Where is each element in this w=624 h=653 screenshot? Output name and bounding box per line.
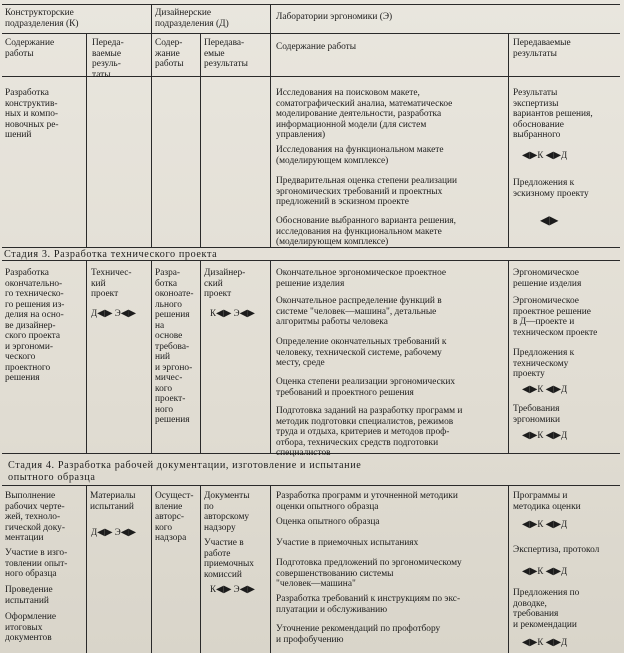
stage2-e-result: Результаты экспертизы вариантов решения, обоснование выбранного [513,88,593,141]
double-arrow-icon: ◀▶ [545,430,562,441]
stage4-e-item: Оценка опытного образца [276,517,380,527]
col-divider-1-s3 [86,260,87,453]
stage3-e-item: Подготовка заданий на разработку программ и методик подготовки специалистов, режимов труда и отдыха, критериев и методов проф- отбора, технических средств подготовки специалистов [276,406,463,459]
header-e-content: Содержание работы [276,42,357,52]
col-divider-2-s3 [151,260,152,453]
col-divider-2 [151,4,152,247]
transfer-arrow-k-d: ◀▶К ◀▶Д [522,150,568,161]
col-divider-4 [270,4,271,247]
transfer-arrow-k-d: ◀▶К ◀▶Д [522,637,568,648]
stage4-top-rule [2,485,620,486]
double-arrow-icon: ◀▶ [97,308,113,319]
header-split-rule [2,33,620,34]
stage4-k-item: Участие в изго- товлении опыт- ного образца [5,548,68,580]
header-e-results: Передаваемые результаты [513,38,571,59]
stage3-title: Стадия 3. Разработка технического проекта [4,249,218,260]
stage4-e-item: Разработка требований к инструкциям по экс- плуатации и обслуживанию [276,594,461,615]
stage3-d-content: Разра- ботка оконоате- льного решения на основе требова- ний и эргоно- мичес- кого проект- ного решения [155,268,194,426]
stage3-e-item: Окончательное распределение функций в системе "человек—машина", детальные алгоритмы работы человека [276,296,442,328]
stage2-e-item: Исследования на функциональном макете (моделирующем комплексе) [276,145,444,166]
double-arrow-icon: ◀▶ [540,213,559,227]
header-k-content: Содержание работы [5,38,55,59]
header-k-results: Переда- ваемые резуль- таты [92,38,124,80]
stage3-e-result: Требования эргономики [513,404,561,425]
stage3-e-item: Окончательное эргономическое проектное решение изделия [276,268,447,289]
stage3-e-result: Предложения к техническому проекту [513,348,575,380]
stage4-e-result: Экспертиза, протокол [513,545,600,555]
stage4-k-results: Материалы испытаний [90,491,136,512]
double-arrow-icon: ◀▶ [216,308,232,319]
transfer-arrow-k-d: ◀▶К ◀▶Д [522,430,568,441]
header-e: Лаборатории эргономики (Э) [276,12,393,22]
double-arrow-icon: ◀▶ [522,519,538,530]
col-divider-3-s4 [200,485,201,653]
double-arrow-icon: ◀▶ [545,566,562,577]
stage2-e-item: Исследования на поисковом макете, соматографический аналиа, математическое моделирование деятельности, разработка информационной модели (для систем управления) [276,88,453,141]
transfer-arrow-d-e: Д◀▶ Э◀▶ [91,527,137,538]
header-k: Конструкторские подразделения (К) [5,8,79,29]
stage4-d-content: Осущест- вление авторс- кого надзора [155,491,194,544]
double-arrow-icon: ◀▶ [545,637,562,648]
double-arrow-icon: ◀▶ [545,384,562,395]
header-d-content: Содер- жание работы [155,38,184,70]
transfer-arrow-k-d: ◀▶К ◀▶Д [522,566,568,577]
col-divider-5 [508,33,509,247]
stage3-k-results: Техничес- кий проект [91,268,132,300]
stage2-e-result: Предложения к эскизному проекту [513,178,589,199]
stage4-k-item: Оформление итоговых документов [5,612,57,644]
double-arrow-icon: ◀▶ [522,384,538,395]
double-arrow-icon: ◀▶ [239,584,255,595]
double-arrow-icon: ◀▶ [120,527,137,538]
col-divider-1-s4 [86,485,87,653]
col-divider-5-s4 [508,485,509,653]
double-arrow-icon: ◀▶ [97,527,113,538]
stage2-e-item: Предварительная оценка степени реализации эргономических требований и проектных предложений в эскизном проекте [276,176,458,208]
double-arrow-icon: ◀▶ [522,430,538,441]
double-arrow-icon: ◀▶ [522,637,538,648]
stage3-e-result: Эргономическое проектное решение в Д—проекте и техническом проекте [513,296,598,338]
double-arrow-icon: ◀▶ [239,308,255,319]
stage4-e-item: Разработка программ и уточненной методики оценки опытного образца [276,491,458,512]
stage4-e-result: Предложения по доводке, требования и рекомендации [513,588,580,630]
col-divider-4-s4 [270,485,271,653]
stage4-d-result: Участие в работе приемочных комиссий [204,538,254,580]
transfer-arrow-d-e: Д◀▶ Э◀▶ [91,308,137,319]
stage4-e-item: Участие в приемочных испытаниях [276,538,419,548]
stage4-title: Стадия 4. Разработка рабочей документации, изготовление и испытание опытного образца [8,460,362,483]
double-arrow-icon: ◀▶ [545,150,562,161]
double-arrow-icon: ◀▶ [522,150,538,161]
transfer-arrow-k-d: ◀▶К ◀▶Д [522,519,568,530]
double-arrow-icon: ◀▶ [522,566,538,577]
stage4-k-item: Проведение испытаний [5,585,53,606]
col-divider-1 [86,33,87,247]
col-divider-3-s3 [200,260,201,453]
transfer-arrow-k-d: ◀▶К ◀▶Д [522,384,568,395]
stage2-k-content: Разработка конструктив- ных и компо- новочных ре- шений [5,88,59,141]
double-arrow-icon: ◀▶ [545,519,562,530]
col-divider-4-s3 [270,260,271,453]
stage2-e-item: Обоснование выбранного варианта решения, исследования на функциональном макете (моделирующем комплексе) [276,216,457,248]
stage3-e-item: Оценка степени реализации эргономических требований и проектного решения [276,377,456,398]
stage4-e-item: Подготовка предложений по эргономическому совершенствованию системы "человек—машина" [276,558,462,590]
stage4-d-result: Документы по авторскому надзору [204,491,250,533]
double-arrow-icon: ◀▶ [216,584,232,595]
stage4-e-result: Программы и методика оценки [513,491,581,512]
double-arrow-icon: ◀▶ [120,308,137,319]
col-divider-2-s4 [151,485,152,653]
stage3-k-content: Разработка окончательно- го техническо- го решения из- делия на осно- ве дизайнер- ского проекта и эргономи- ческого проектного решения [5,268,65,384]
table-top-rule [2,4,620,5]
header-d: Дизайнерские подразделения (Д) [155,8,229,29]
header-d-results: Передава- емые результаты [204,38,248,70]
col-divider-5-s3 [508,260,509,453]
col-divider-3 [200,33,201,247]
stage3-d-results: Дизайнер- ский проект [204,268,246,300]
stage3-e-result: Эргономическое решение изделия [513,268,582,289]
stage4-e-item: Уточнение рекомендаций по профотбору и профобучению [276,624,441,645]
transfer-arrow-k-e: К◀▶ Э◀▶ [210,584,255,595]
stage3-e-item: Определение окончательных требований к человеку, технической системе, рабочему месту, среде [276,337,447,369]
stage4-k-item: Выполнение рабочих черте- жей, техноло- гической доку- ментации [5,491,65,544]
transfer-arrow-k-e: К◀▶ Э◀▶ [210,308,255,319]
